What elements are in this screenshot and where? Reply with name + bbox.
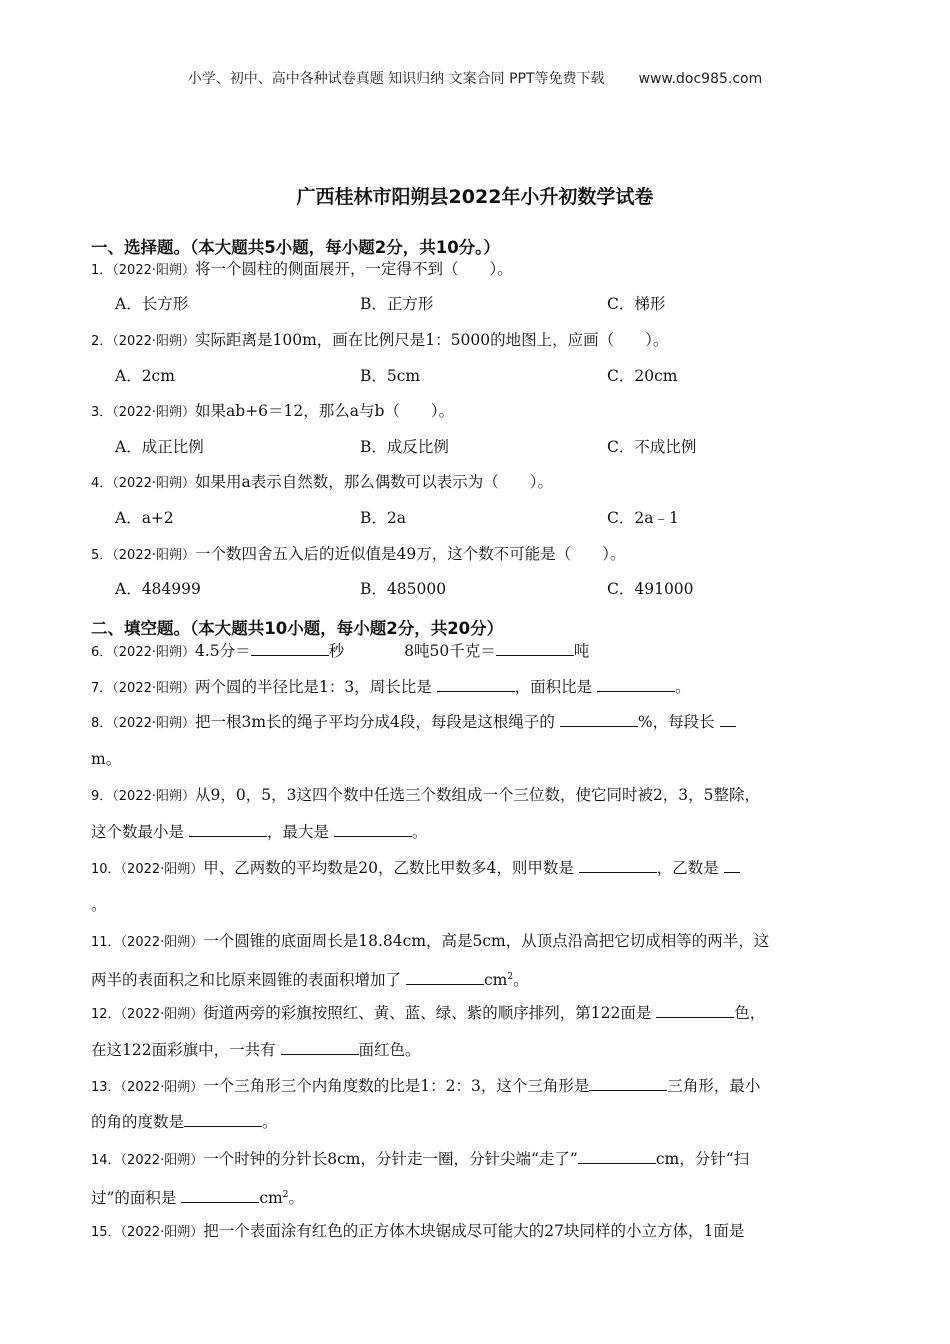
answer-blank (437, 676, 515, 692)
option-1b: B．正方形 (360, 295, 434, 313)
answer-blank (251, 640, 329, 656)
question-6: 6．（2022·阳朔）4.5分＝ 秒 8吨50千克＝ 吨 (91, 642, 590, 660)
answer-blank (560, 711, 638, 727)
answer-blank (184, 1111, 262, 1127)
question-8-cont: m。 (91, 750, 122, 768)
option-2a: A．2cm (115, 367, 175, 385)
option-3c: C．不成比例 (607, 438, 697, 456)
section-heading-choice: 一、选择题。（本大题共5小题，每小题2分，共10分。） (91, 238, 500, 257)
question-5: 5．（2022·阳朔）一个数四舍五入后的近似值是49万，这个数不可能是（ ）。 (91, 545, 626, 563)
answer-blank (720, 711, 736, 727)
question-13: 13．（2022·阳朔）一个三角形三个内角度数的比是1：2：3，这个三角形是 三角形，最小 (91, 1077, 761, 1095)
question-10: 10．（2022·阳朔）甲、乙两数的平均数是20，乙数比甲数多4，则甲数是 ，乙数是 (91, 857, 740, 881)
question-8: 8．（2022·阳朔）把一根3m长的绳子平均分成4段，每段是这根绳子的 %，每段长 (91, 711, 736, 735)
option-5a: A．484999 (115, 580, 201, 598)
answer-blank (181, 1187, 259, 1203)
answer-blank (656, 1002, 734, 1018)
question-3: 3．（2022·阳朔）如果ab+6＝12，那么a与b（ ）。 (91, 402, 455, 420)
answer-blank (579, 857, 657, 873)
question-13-cont: 的角的度数是 。 (91, 1113, 278, 1131)
page-title: 广西桂林市阳朔县2022年小升初数学试卷 (296, 186, 654, 208)
header-url: www.doc985.com (638, 71, 763, 87)
question-10-cont: 。 (91, 896, 107, 914)
option-2b: B．5cm (360, 367, 421, 385)
question-12-cont: 在这122面彩旗中，一共有 面红色。 (91, 1041, 421, 1059)
answer-blank (597, 676, 675, 692)
header-banner-text: 小学、初中、高中各种试卷真题 知识归纳 文案合同 PPT等免费下载 (187, 71, 605, 87)
question-1: 1．（2022·阳朔）将一个圆柱的侧面展开，一定得不到（ ）。 (91, 260, 513, 278)
option-4b: B．2a (360, 509, 406, 527)
question-9: 9．（2022·阳朔）从9，0，5，3这四个数中任选三个数组成一个三位数，使它同时被2，3，5整除， (91, 786, 761, 804)
answer-blank (724, 857, 740, 873)
option-1c: C．梯形 (607, 295, 666, 313)
question-14: 14．（2022·阳朔）一个时钟的分针长8cm，分针走一圈，分针尖端“走了” cm，分针“扫 (91, 1150, 750, 1168)
option-3a: A．成正比例 (115, 438, 204, 456)
option-5b: B．485000 (360, 580, 447, 598)
answer-blank (281, 1039, 359, 1055)
answer-blank (496, 640, 574, 656)
question-4: 4．（2022·阳朔）如果用a表示自然数，那么偶数可以表示为（ ）。 (91, 473, 553, 491)
question-11-cont: 两半的表面积之和比原来圆锥的表面积增加了 $cm^2$。 (91, 971, 529, 990)
answer-blank (189, 821, 267, 837)
question-7: 7．（2022·阳朔）两个圆的半径比是1：3，周长比是 ，面积比是 。 (91, 678, 691, 696)
option-3b: B．成反比例 (360, 438, 449, 456)
question-15: 15．（2022·阳朔）把一个表面涂有红色的正方体木块锯成尽可能大的27块同样的小立方体，1面是 (91, 1222, 745, 1240)
question-11: 11．（2022·阳朔）一个圆锥的底面周长是18.84cm，高是5cm，从顶点沿高把它切成相等的两半，这 (91, 932, 770, 950)
answer-blank (334, 821, 412, 837)
answer-blank (589, 1075, 667, 1091)
question-12: 12．（2022·阳朔）街道两旁的彩旗按照红、黄、蓝、绿、紫的顺序排列，第122面是 色， (91, 1004, 766, 1022)
answer-blank (578, 1148, 656, 1164)
option-5c: C．491000 (607, 580, 694, 598)
answer-blank (406, 969, 484, 985)
option-2c: C．20cm (607, 367, 678, 385)
option-1a: A．长方形 (115, 295, 189, 313)
question-9-cont: 这个数最小是 ，最大是 。 (91, 823, 428, 841)
section-heading-fill: 二、填空题。（本大题共10小题，每小题2分，共20分） (91, 619, 504, 638)
option-4a: A．a+2 (115, 509, 174, 527)
option-4c: C．2a﹣1 (607, 509, 679, 527)
question-14-cont: 过”的面积是 $cm^2$。 (91, 1189, 304, 1208)
header-banner (0, 68, 950, 88)
question-2: 2．（2022·阳朔）实际距离是100m，画在比例尺是1：5000的地图上，应画（ ）。 (91, 331, 669, 349)
